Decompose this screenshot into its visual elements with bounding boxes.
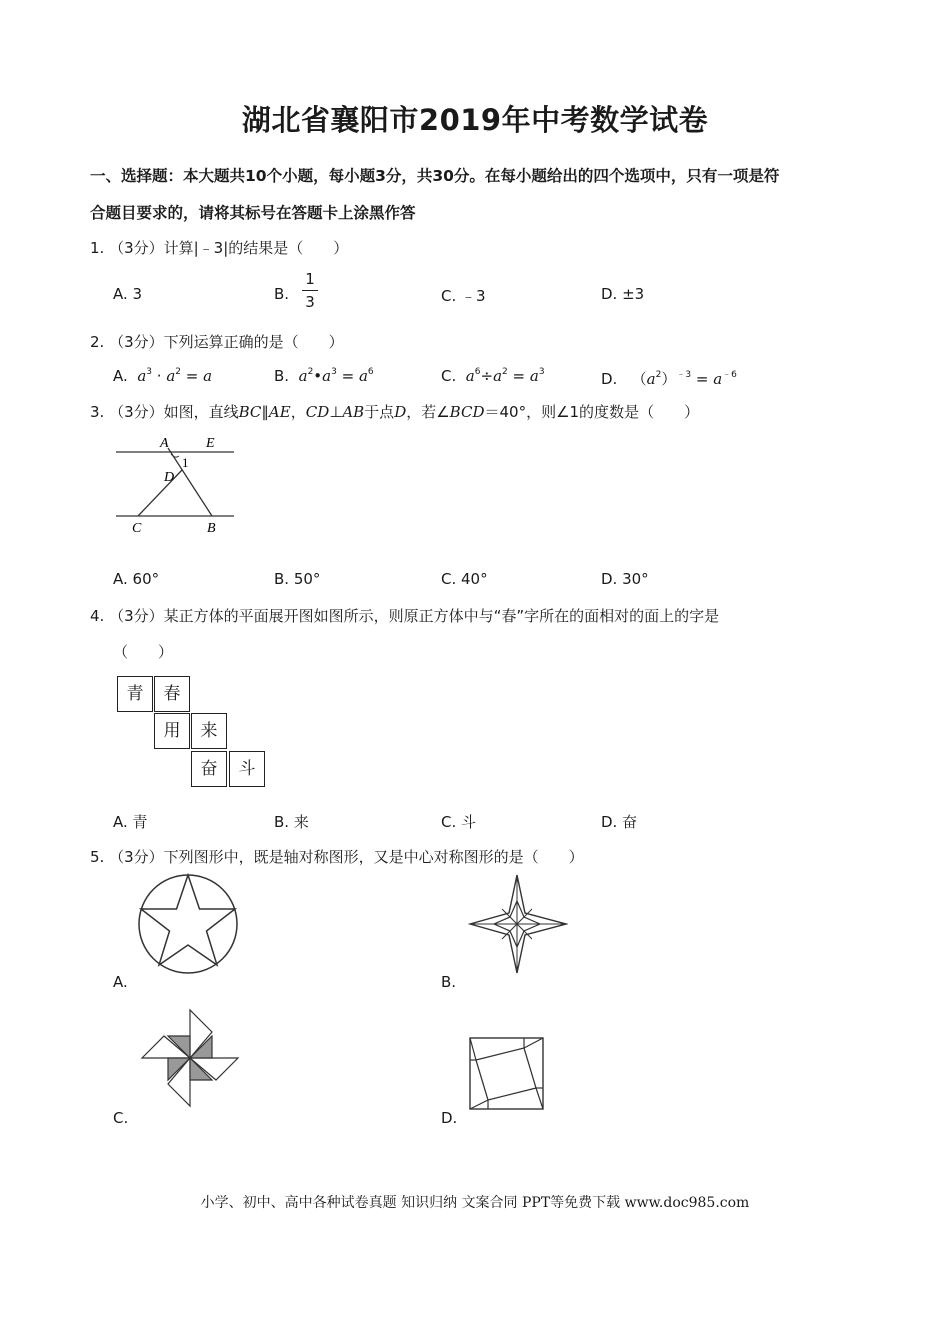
label-1: 1: [182, 455, 189, 470]
figure-c-pinwheel: [138, 1006, 244, 1110]
q4-option-d: D. 奋: [601, 813, 638, 831]
q2-option-d: D. $(a^2)^{﹣3} = a^{﹣6}$: [601, 370, 737, 388]
net-cell: 春: [154, 676, 190, 712]
q1-option-c: C. ﹣3: [441, 287, 486, 305]
q2-option-b: B. $a^2•a^3 = a^6$: [274, 367, 374, 385]
q3-figure: [110, 428, 240, 538]
q3-option-b: B. 50°: [274, 570, 321, 588]
q5-label-d: D.: [441, 1109, 458, 1127]
q4-option-a: A. 青: [113, 813, 148, 831]
net-cell: 用: [154, 713, 190, 749]
q4-option-b: B. 来: [274, 813, 309, 831]
figure-d-nested-squares: [468, 1036, 546, 1112]
net-cell: 奋: [191, 751, 227, 787]
question-4-stem: 4. （3分）某正方体的平面展开图如图所示，则原正方体中与“春”字所在的面相对的面上的字是: [90, 607, 720, 625]
q3-option-a: A. 60°: [113, 570, 160, 588]
question-2-stem: 2. （3分）下列运算正确的是（ ）: [90, 333, 344, 351]
q5-label-b: B.: [441, 973, 457, 991]
label-e: E: [206, 436, 215, 451]
question-3-stem: 3. （3分）如图，直线BC∥AE，CD⊥AB于点D，若∠BCD＝40°，则∠1的度数是（ ）: [90, 403, 700, 421]
question-4-stem-cont: （ ）: [113, 643, 174, 661]
q2-option-c: C. $a^6\div a^2 = a^3$: [441, 367, 545, 385]
figure-a-star-in-circle: [136, 873, 242, 975]
q1-option-b-numerator: 1: [305, 270, 315, 288]
q4-option-c: C. 斗: [441, 813, 477, 831]
q5-label-a: A.: [113, 973, 128, 991]
figure-b-compass-star: [468, 873, 568, 975]
q3-option-d: D. 30°: [601, 570, 649, 588]
label-d: D: [164, 470, 175, 485]
q1-option-a: A. 3: [113, 285, 143, 303]
line-cd: [138, 470, 182, 516]
question-5-stem: 5. （3分）下列图形中，既是轴对称图形，又是中心对称图形的是（ ）: [90, 848, 584, 866]
q1-option-b-label: B.: [274, 285, 290, 303]
fraction-bar: [302, 290, 318, 291]
page-title: 湖北省襄阳市2019年中考数学试卷: [241, 103, 709, 137]
section-header-line1: 一、选择题：本大题共10个小题，每小题3分，共30分。在每小题给出的四个选项中，只有一项是符: [90, 167, 780, 185]
q1-option-b-denominator: 3: [305, 293, 315, 311]
label-c: C: [132, 521, 142, 536]
q5-label-c: C.: [113, 1109, 129, 1127]
question-1-stem: 1. （3分）计算|﹣3|的结果是（ ）: [90, 239, 349, 257]
line-ab: [168, 448, 212, 516]
q2-option-a: A. $a^3 \cdot a^2 = a$: [113, 367, 213, 385]
footer-text: 小学、初中、高中各种试卷真题 知识归纳 文案合同 PPT等免费下载 www.doc985.com: [200, 1195, 750, 1211]
section-header-line2: 合题目要求的，请将其标号在答题卡上涂黑作答: [90, 204, 416, 222]
q3-option-c: C. 40°: [441, 570, 488, 588]
net-cell: 来: [191, 713, 227, 749]
q1-option-d: D. ±3: [601, 285, 645, 303]
label-b: B: [207, 521, 216, 536]
net-cell: 青: [117, 676, 153, 712]
label-a: A: [160, 436, 169, 451]
net-cell: 斗: [229, 751, 265, 787]
